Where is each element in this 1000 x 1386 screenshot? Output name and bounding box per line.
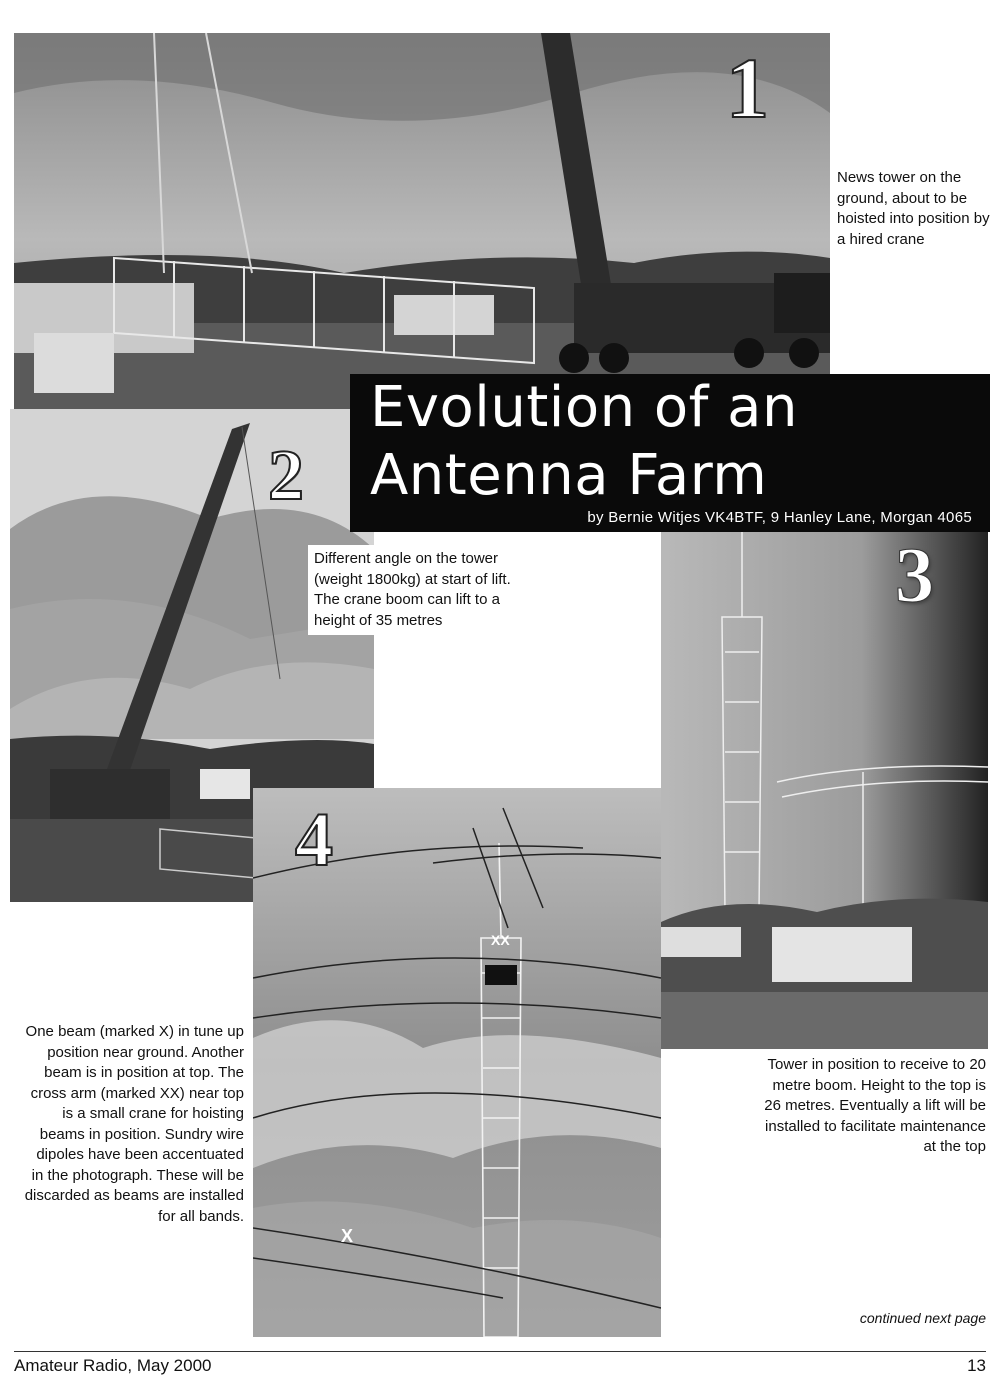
photo-1-caption: News tower on the ground, about to be hoisted into position by a hired crane <box>837 169 990 248</box>
footer-page-number: 13 <box>967 1356 986 1375</box>
article-title-line-2: Antenna Farm <box>370 443 768 508</box>
photo-1-image <box>14 33 830 409</box>
photo-4-caption: One beam (marked X) in tune up position near ground. Another beam is in position at top. The cross arm (marked XX) near top is a small crane for hoisting beams in position. Sundry wire dipoles have been accentuated in the photograph. These will be discarded as beams are installed for all bands. <box>24 1023 244 1225</box>
photo-1 <box>14 33 830 409</box>
article-byline: by Bernie Witjes VK4BTF, 9 Hanley Lane, Morgan 4065 <box>587 509 972 526</box>
svg-text:X: X <box>341 1226 354 1246</box>
photo-1-number: 1 <box>726 40 769 136</box>
continued-note: continued next page <box>859 1310 986 1326</box>
photo-4 <box>253 788 661 1337</box>
photo-3-number: 3 <box>895 532 934 618</box>
footer-rule <box>14 1351 986 1352</box>
photo-2-caption: Different angle on the tower (weight 1800kg) at start of lift. The crane boom can lift to a height of 35 metres <box>308 545 538 635</box>
footer-publication: Amateur Radio, May 2000 <box>14 1356 212 1375</box>
article-title-block <box>350 374 990 532</box>
photo-2-number: 2 <box>268 435 304 515</box>
photo-4-number: 4 <box>295 798 333 882</box>
article-title-line-1: Evolution of an <box>370 375 798 440</box>
photo-3-caption: Tower in position to receive to 20 metre boom. Height to the top is 26 metres. Eventually a lift will be installed to facilitate maintenance at the top <box>764 1056 986 1155</box>
svg-text:XX: XX <box>491 932 510 948</box>
